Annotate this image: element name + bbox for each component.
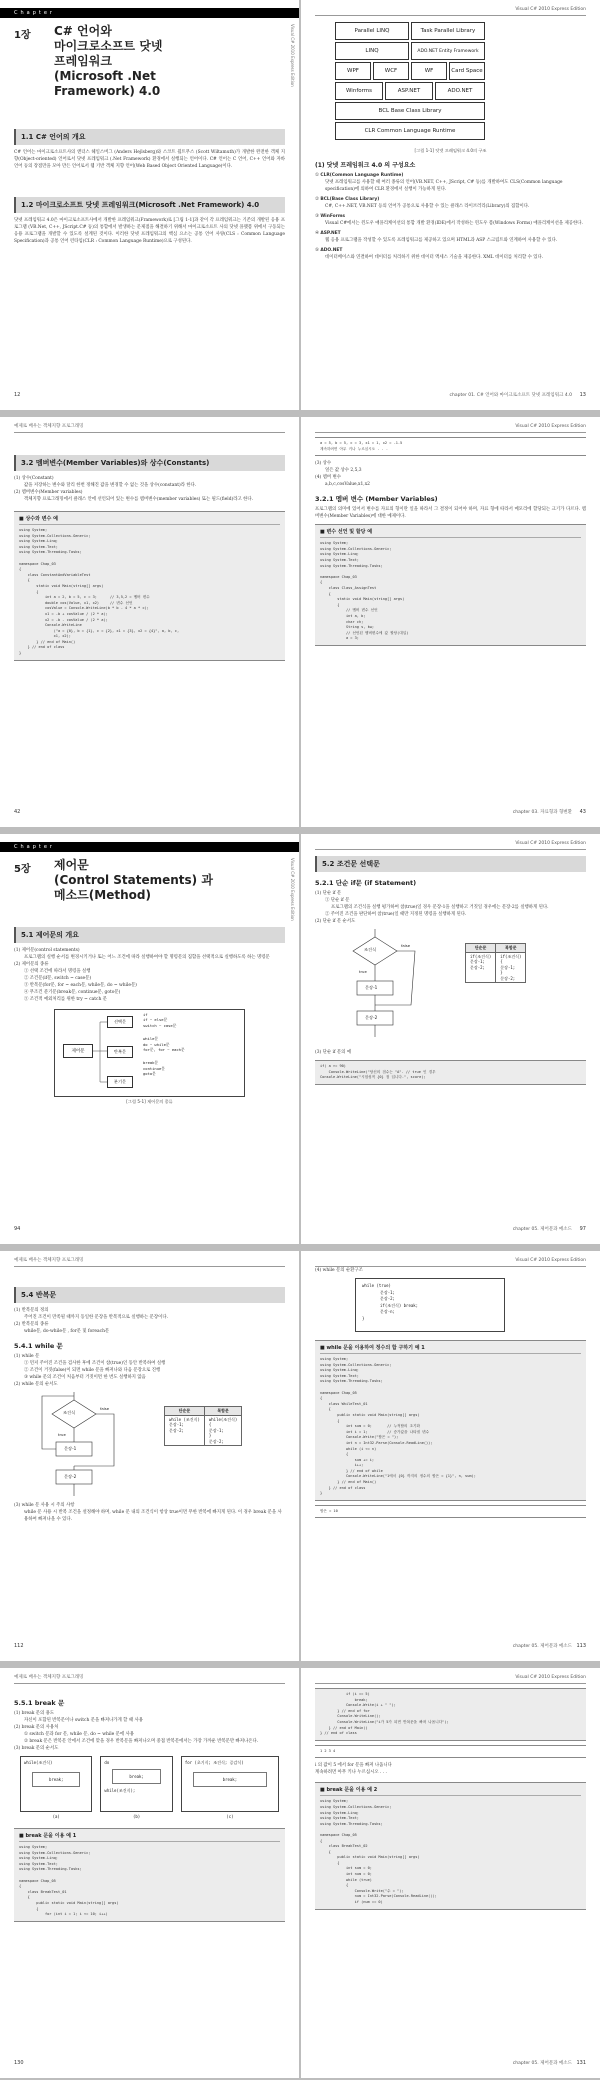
output-line: 합은 = 10: [320, 1508, 338, 1513]
chapter-heading: [14, 24, 285, 99]
list-item: (3) 상수: [315, 461, 332, 467]
list-item: 값을 저장하는 변수와 달리 한번 정해진 값을 변경할 수 없는 것을 상수(constant)라 한다.: [24, 483, 197, 488]
note-line: i 의 값이 5 에서 for 문을 빠져 나옵니다: [315, 1763, 392, 1769]
subsection-heading: 5.5.1 break 문: [14, 1699, 65, 1707]
page-number: 113: [576, 1643, 586, 1649]
list-item: (3) 단순 if 문의 예: [315, 1050, 352, 1055]
running-header: Visual C# 2010 Express Edition: [315, 0, 586, 16]
output-line: 1 2 3 4: [320, 1748, 336, 1753]
page-number: 42: [14, 809, 21, 815]
loop-line: 문장-1;: [380, 1289, 395, 1295]
flow-condition: 조건식: [63, 1410, 76, 1415]
code-line: {: [500, 959, 503, 964]
list-item: (3) break 문의 순서도: [14, 1746, 59, 1751]
list-item: (2) 제어문의 종류: [14, 962, 49, 967]
page-number: 130: [14, 2060, 24, 2066]
item-title: CLR(Common Language Runtime): [320, 173, 404, 178]
item-number: ①: [315, 173, 319, 178]
list-item: 얼은 값 상수 2,5,3: [325, 468, 362, 474]
item-desc: 웹 응용 프로그램을 작성할 수 있도록 프레임워크를 제공하고 있으며 HTML과 ASP 스크립트와 연계하여 사용할 수 있다.: [325, 238, 558, 243]
diagram-break: break;: [193, 1772, 267, 1787]
break-diagram: [20, 1756, 92, 1819]
spread-pages-94-97: [0, 834, 600, 1244]
subsection-heading: 3.2.1 멤버 변수 (Member Variables): [315, 495, 438, 504]
item-desc: C#, C++.NET, VB.NET 등의 언어가 공통으로 사용할 수 있는 클래스 라이브러리(Library)의 집합이다.: [325, 204, 530, 209]
flow-statement-2: 문장-2: [64, 1474, 77, 1479]
diagram-box: WCF: [373, 62, 409, 80]
list-item: (2) break 문의 사용처: [14, 1725, 59, 1730]
running-footer: chapter 05. 제어문과 메소드: [512, 2061, 572, 2066]
tree-leaf: do ~ while문: [143, 1041, 170, 1047]
list-item: ① 먼저 주어진 조건을 검사한 후에 조건이 참(true)인 동안 반복하여 실행: [24, 1361, 166, 1366]
running-footer: chapter 05. 제어문과 메소드: [512, 1227, 572, 1232]
list-item: (2) 단순 if 문 순서도: [315, 919, 356, 924]
chapter-title-line: 프레임워크: [54, 54, 112, 68]
code-line: while(조건식): [208, 1416, 238, 1422]
code-text: using System; using System.Collections.Generic; using System.Linq; using System.Text; using System.Threading.Tasks; namespace Chap_05 { class WhileTest_01 { public static void Main(string[] args) { int sum = 0; // 누적합의 초기화 int i = 1; // 증가값을 나타낼 변수 Console.Write("합은 = "); int n = Int32.Parse(Console.ReadLine()); while (i <= n) { sum += i; i++; } // end of while Console.WriteLine("1에서 {0} 까지의 정수의 합은 = {1}", n, sum); } // end of Main() } // end of class }: [320, 1357, 476, 1496]
tree-leaf: if ~ else문: [143, 1017, 168, 1023]
diagram-break: break;: [112, 1769, 160, 1784]
figure-caption: [그림 5-1] 제어문의 종류: [126, 1099, 173, 1104]
spread-pages-112-113: [0, 1251, 600, 1661]
diagram-tag: (a): [52, 1814, 60, 1819]
table-header: 복합문: [204, 1407, 241, 1416]
page-number: 112: [14, 1643, 24, 1649]
list-item: ② 조건문(if문, switch ~ case문): [24, 976, 92, 981]
tree-leaf: while문: [143, 1036, 159, 1042]
loop-line: 문장-2;: [380, 1296, 395, 1301]
flow-true-label: true: [58, 1432, 66, 1437]
code-line: if(조건식): [500, 953, 522, 959]
output-line: 계속하려면 아무 키나 누르십시오 . . .: [320, 446, 389, 451]
running-header: 예제로 배우는 객체지향 프로그래밍: [14, 1668, 285, 1684]
diagram-box: WF: [411, 62, 447, 80]
diagram-tag: (b): [132, 1814, 141, 1819]
chapter-title-line: (Microsoft .Net: [54, 69, 156, 83]
code-text: using System; using System.Collections.Generic; using System.Linq; using System.Text; using System.Threading.Tasks; namespace Chap_05 { class BreakTest_01 { public static void Main(string[] args) { for (int i = 1; i <= 10; i++): [19, 1845, 119, 1917]
code-text: if (i == 5) break; Console.Write(i + " "); } // end of for Console.WriteLine(); Console.WriteLine("i가 5가 되면 반복문을 빠져 나옵니다"); } // end of Main() } // end of class: [320, 1692, 449, 1736]
section-heading: 1.2 마이크로소프트 닷넷 프레임워크(Microsoft .Net Framework) 4.0: [14, 197, 285, 213]
break-diagram: [181, 1756, 279, 1819]
item-desc: 데이터베이스와 연결하여 데이터를 처리하기 위한 데이터 액세스 기술을 제공한다. XML 데이터를 처리할 수 있다.: [325, 255, 544, 260]
while-loop-diagram: [355, 1278, 505, 1332]
running-header: Visual C# 2010 Express Edition: [315, 834, 586, 850]
page-112: [0, 1251, 299, 1661]
tree-connectors: [55, 1010, 244, 1098]
chapter-number: 1장: [14, 30, 31, 41]
tree-leaf: continue문: [143, 1065, 165, 1071]
page-97: [301, 834, 600, 1244]
section-heading: 5.1 제어문의 개요: [14, 927, 285, 943]
diagram-box: WPF: [335, 62, 371, 80]
list-item: (3) while 문 사용 시 주의 사항: [14, 1503, 75, 1508]
code-line: 문장-1;: [169, 1422, 184, 1427]
running-header: Visual C# 2010 Express Edition: [315, 1251, 586, 1267]
section-heading: 3.2 멤버변수(Member Variables)와 상수(Constants): [14, 455, 285, 471]
tree-root: 제어문: [63, 1044, 93, 1058]
while-flowchart-area: [14, 1392, 285, 1502]
diagram-label: while(조건식);: [104, 1788, 136, 1793]
while-flowchart: [34, 1392, 144, 1502]
table-cell: [204, 1415, 241, 1446]
diagram-box: Task Parallel Library: [411, 22, 485, 40]
diagram-box: ADO.NET: [435, 82, 485, 100]
note-line: 계속하려면 아무 키나 누르십시오 . . .: [315, 1770, 387, 1776]
flow-statement-1: 문장-1: [64, 1446, 77, 1451]
code-title: ■ break 문을 이용 예 2: [320, 1786, 581, 1796]
table-cell: [466, 952, 496, 983]
side-label: Visual C# 2010 Express Edition: [290, 24, 295, 87]
list-item: (1) 제어문(control statements): [14, 948, 80, 953]
code-block: [315, 1782, 586, 1909]
list-item: ③ 반복문(for문, for ~ each문, while문, do ~ while문): [24, 983, 137, 988]
list-item: a,b,c,cosValue,x1,x2: [325, 482, 370, 488]
list-item: ③ while 문의 조건이 처음부터 거짓이면 한 번도 실행하지 않음: [24, 1375, 146, 1380]
list-item: ② 주어진 조건을 판단하여 참(true)일 때만 지정된 명령을 실행하게 된다.: [325, 912, 467, 917]
if-flowchart: [335, 929, 445, 1049]
list-item: (2) while 문의 순서도: [14, 1382, 58, 1387]
side-label: Visual C# 2010 Express Edition: [290, 858, 295, 921]
flow-false-label: false: [401, 943, 411, 948]
code-block: [315, 1340, 586, 1501]
diagram-label: for (초기식; 조건식; 증감식): [184, 1760, 244, 1765]
list-item: while문, do-while문 , for문 및 foreach문: [24, 1329, 110, 1334]
item-number: ⑤: [315, 248, 319, 253]
page-113: [301, 1251, 600, 1661]
tree-group: 선택문: [107, 1016, 133, 1028]
page-131: [301, 1668, 600, 2078]
item-title: ASP.NET: [320, 231, 341, 236]
list-item: (4) while 문의 순환구조: [315, 1268, 363, 1273]
running-footer: chapter 05. 제어문과 메소드: [512, 1644, 572, 1649]
page-number: 12: [14, 392, 21, 398]
list-item: (1) 반복문의 정의: [14, 1308, 49, 1313]
diagram-label: do: [104, 1760, 110, 1765]
framework-diagram: [335, 22, 566, 146]
item-title: WinForms: [320, 214, 346, 219]
list-item: (1) 단순 if 문: [315, 891, 342, 896]
code-text: using System; using System.Collections.Generic; using System.Linq; using System.Text; using System.Threading.Tasks; namespace Chap_03 { class ConstantAndVariableTest { static void Main(string[] args) { int a = 2, b = 5, c = 3; // 3,5,2 = 멤버 변수 double cos(Value, x1, x2) // 변수 선언 cosValue = Console.WriteLine(b * b - 4 * a * c); x1 = -b + cosValue / (2 * a); x2 = -b - cosValue / (2 * a); Console.WriteLine ("a = {0}, b = {1}, c = {2}, x1 = {3}, x2 = {4}", a, b, c, x1, x2); } // end of Main() } // end of class }: [19, 528, 180, 656]
section-heading: 5.2 조건문 선택문: [315, 856, 586, 872]
list-item: 객체지향 프로그래밍에서 클래스 안에 선언되어 있는 변수를 멤버변수(member variables) 또는 필드(field)라고 한다.: [24, 497, 253, 502]
code-line: 문장-2;: [169, 1427, 184, 1433]
list-item: ① 단순 if 문: [325, 898, 350, 903]
code-block: [315, 524, 586, 646]
code-text: using System; using System.Collections.Generic; using System.Linq; using System.Text; using System.Threading.Tasks; namespace Chap_05 { class BreakTest_02 { public static void Main(string[] args) { int sum = 0; int num = 0; while (true) { Console.Write("수 = "); num = Int32.Parse(Console.ReadLine()); if (num == 0): [320, 1799, 437, 1905]
running-header: Visual C# 2010 Express Edition: [315, 1668, 586, 1684]
diagram-box: Card Space: [449, 62, 485, 80]
section-heading: 5.4 반복문: [14, 1287, 285, 1303]
diagram-box: ASP.NET: [385, 82, 433, 100]
code-block: [315, 1688, 586, 1741]
page-13: [301, 0, 600, 410]
component-item: [315, 247, 586, 261]
code-line: while (조건식): [169, 1416, 200, 1422]
figure-caption: [그림 1-1] 닷넷 프레임워크 4.0의 구조: [414, 148, 487, 153]
page-number: 131: [576, 2060, 586, 2066]
list-item: ④ 무조건 분기문(break문, continue문, goto문): [24, 990, 121, 995]
item-desc: Visual C#에서는 윈도우 애플리케이션의 통합 개발 환경(IDE)에서 작성하는 윈도우 폼(Windows Forms) 애플리케이션을 제공한다.: [325, 221, 583, 226]
subsection-heading: 5.2.1 단순 if문 (if Statement): [315, 879, 417, 887]
chapter-title-line: (Control Statements) 과: [54, 873, 213, 887]
chapter-title: [54, 24, 163, 99]
table-header: 단순문: [466, 944, 496, 953]
code-line: {: [208, 1422, 212, 1427]
loop-line: }: [362, 1315, 365, 1321]
item-title: BCL(Base Class Library): [320, 197, 380, 202]
diagram-box: ADO.NET Entity Framework: [411, 42, 485, 60]
list-item: ② break 문은 반복문 안에서 조건에 맞을 경우 반복문을 빠져나오며 중첩 반복문에서는 가장 가까운 반복문만 빠져나온다.: [24, 1739, 259, 1744]
code-block: [14, 1828, 285, 1922]
code-line: 문장-2;: [470, 964, 485, 970]
diagram-label: while(조건식): [24, 1760, 53, 1765]
table-cell: [165, 1415, 205, 1446]
chapter-heading: [14, 858, 285, 903]
tree-leaf: switch ~ case문: [143, 1022, 177, 1028]
spread-pages-12-13: [0, 0, 600, 410]
running-footer: chapter 01. C# 언어와 마이크로소프트 닷넷 프레임워크 4.0: [449, 393, 572, 398]
spread-pages-42-43: [0, 417, 600, 827]
code-line: 문장-2;: [500, 975, 516, 981]
tree-leaf: for문, for ~ each문: [143, 1047, 185, 1053]
diagram-box: CLR Common Language Runtime: [335, 122, 485, 140]
tree-group: 반복문: [107, 1046, 133, 1058]
item-desc: 닷넷 프레임워크를 사용할 때 여러 종류의 언어(VB.NET, C++, JScript, C# 등)를 개발하여도 CLS(Common language specification)에 의하여 CLR 환경에서 실행이 가능하게 된다.: [325, 180, 563, 192]
code-line: 문장-1;: [470, 959, 485, 964]
loop-line: 문장-n;: [380, 1309, 395, 1314]
syntax-table: [164, 1406, 242, 1446]
list-item: 자신이 포함된 반복문이나 switch 문을 빠져나가게 할 때 사용: [24, 1718, 143, 1723]
list-title: (1) 닷넷 프레임워크 4.0 의 구성요소: [315, 162, 416, 169]
component-item: [315, 213, 586, 227]
break-diagram: [100, 1756, 172, 1819]
loop-line: while (true): [362, 1283, 391, 1288]
list-item: (2) 멤버변수(Member variables): [14, 490, 83, 495]
diagram-box: Parallel LINQ: [335, 22, 409, 40]
list-item: (1) 상수(Constant): [14, 476, 54, 481]
code-line: 문장-1;: [208, 1427, 224, 1433]
chapter-band: Chapter: [0, 8, 299, 18]
subsection-heading: 5.4.1 while 문: [14, 1342, 63, 1350]
list-item: while 문 사용 시 반복 조건을 설정해야 하며, while 문 내의 조건식이 항상 true이면 무한 반복에 빠지게 된다. 이 경우 break 문을 사용하여 빠져나올 수 있다.: [24, 1510, 282, 1522]
flow-false-label: false: [100, 1406, 110, 1411]
flow-condition: 조건식: [364, 947, 377, 952]
code-title: ■ 변수 선언 및 할당 예: [320, 528, 581, 538]
list-item: ① switch 문과 for 문, while 문, do ~ while 문에 사용: [24, 1732, 134, 1737]
item-number: ④: [315, 231, 319, 236]
paragraph: 프로그램의 의미에 있어서 변수를 자료의 형이란 일을 따라서 그 결정이 되어야 하며, 자료 형에 따라서 메모리에 할당되는 크기가 다르다. 멤버변수(Member Variables)에 대한 예제이다.: [315, 507, 586, 520]
code-line: }: [500, 970, 503, 975]
flow-statement-2: 문장-2: [365, 1015, 378, 1020]
list-item: (1) while 문: [14, 1354, 40, 1359]
loop-line: if(조건식) break;: [380, 1302, 419, 1308]
diagram-box: LINQ: [335, 42, 409, 60]
list-item: ② 조건이 거짓(false)이 되면 while 문을 빠져나와 다음 문장으로 진행: [24, 1368, 161, 1373]
table-header: 단순문: [165, 1407, 205, 1416]
code-title: ■ 상수와 변수 예: [19, 515, 280, 525]
chapter-number: 5장: [14, 864, 31, 875]
tree-leaf: goto문: [143, 1071, 156, 1077]
running-header: 예제로 배우는 객체지향 프로그래밍: [14, 417, 285, 433]
component-item: [315, 230, 586, 244]
page-42: [0, 417, 299, 827]
table-header: 복합문: [496, 944, 526, 953]
chapter-title-line: C# 언어와: [54, 24, 112, 38]
diagram-box: Winforms: [335, 82, 383, 100]
chapter-title-line: Framework) 4.0: [54, 84, 161, 98]
diagram-break: break;: [32, 1772, 80, 1787]
break-diagrams: [20, 1756, 279, 1819]
item-number: ③: [315, 214, 319, 219]
output-block: [315, 1745, 586, 1759]
code-text: using System; using System.Collections.Generic; using System.Linq; using System.Text; using System.Threading.Tasks; namespace Chap_03 { class Class_AssignTest { static void Main(string[] args) { // 멤버 변수 선언 int a, b; char ch; String s, kw; // 선언된 멤버변수에 값 할당(대입) a = 3;: [320, 541, 409, 641]
diagram-box: BCL Base Class Library: [335, 102, 485, 120]
flow-statement-1: 문장-1: [365, 985, 378, 990]
chapter-band: Chapter: [0, 842, 299, 852]
item-number: ②: [315, 197, 319, 202]
output-block: [315, 437, 586, 456]
code-line: 문장-2;: [208, 1438, 224, 1444]
list-item: (4) 멤버 변수: [315, 475, 341, 481]
list-item: 주어진 조건이 만족될 때까지 동일한 문장을 반복적으로 실행하는 문장이다.: [24, 1315, 169, 1320]
running-footer: chapter 03. 자료형과 형변환: [512, 810, 572, 815]
tree-leaf: if: [143, 1012, 148, 1017]
list-item: (2) 반복문의 종류: [14, 1322, 49, 1327]
spread-pages-130-131: [0, 1668, 600, 2078]
chapter-title-line: 메소드(Method): [54, 888, 151, 902]
table-cell: [496, 952, 526, 983]
code-title: ■ break 문을 이용 예 1: [19, 1832, 280, 1842]
code-title: ■ while 문을 이용하여 정수의 합 구하기 예 1: [320, 1344, 581, 1354]
component-item: [315, 172, 586, 193]
diagram-tag: (c): [226, 1814, 234, 1819]
page-43: [301, 417, 600, 827]
tree-leaf: break문: [143, 1060, 159, 1066]
flow-true-label: true: [359, 969, 367, 974]
list-item: (1) break 문의 용도: [14, 1711, 55, 1716]
code-line: }: [208, 1433, 212, 1438]
code-line: if(조건식): [470, 953, 492, 959]
output-line: a = 5, b = 5, c = 3, x1 = 1, x2 = -1.5: [320, 441, 403, 445]
list-item: ① 선택 조건에 따라서 명령을 실행: [24, 969, 91, 974]
page-130: [0, 1668, 299, 2078]
chapter-title: [54, 858, 213, 903]
output-block: [315, 1505, 586, 1519]
component-list: [315, 172, 586, 261]
running-header: 예제로 배우는 객체지향 프로그래밍: [14, 1251, 285, 1267]
list-item: 프로그램의 조건식을 실행 평가하여 참(true)일 경우 문장-1을 실행하고 거짓일 경우에는 문장-2를 실행하게 된다.: [331, 905, 549, 910]
section-heading: 1.1 C# 언어의 개요: [14, 129, 285, 145]
chapter-title-line: 마이크로소프트 닷넷: [54, 39, 163, 53]
tree-group: 분기문: [107, 1076, 133, 1088]
item-title: ADO.NET: [320, 248, 343, 253]
paragraph: C# 언어는 마이크로소프트사의 앤더스 헤일스버그 (Anders Hejlsberg)와 스코트 윌트무스 (Scott Wiltamuth)가 개발한 완전한 객체 지향(Object-oriented) 언어로서 닷넷 프레임워크 (.Net Framework) 환경에서 실행되는 언어이다. C# 언어는 C 언어, C++ 언어와 자바 언어 등의 장점만을 모아 만든 언어로서 웹 기반 객체 지향 언어(Web Based Object Oriented Language)이다.: [14, 150, 285, 169]
page-number: 13: [579, 392, 586, 398]
page-12: [0, 0, 299, 410]
page-number: 94: [14, 1226, 21, 1232]
code-line: 문장-1;: [500, 964, 516, 970]
code-block: [14, 511, 285, 661]
running-header: Visual C# 2010 Express Edition: [315, 417, 586, 433]
page-94: [0, 834, 299, 1244]
paragraph: 닷넷 프레임워크 4.0은 마이크로소프트사에서 개발한 프레임워크(Framework)로 [그림 1-1]과 같이 각 프레임워크는 기존의 개발된 응용 프로그램 (VB.Net, C++, JScript.C# 등)의 통합에서 발생하는 문제점을 해결하기 위해서 마이크로소프트 사의 닷넷 플랫폼 위에서 구동되는 응용 프로그램을 개발할 수 있도록 설계된 것이다. 이러한 닷넷 프레임워크의 핵심 요소는 공통 언어 사양(CLS : Common Language Specification)과 공통 언어 런타임(CLR : Common Language Runtime)으로 구성된다.: [14, 218, 285, 244]
list-item: 프로그램의 실행 순서를 변경시키거나 또는 어느 조건에 따라 실행하여야 할 명령문의 집합을 선택적으로 실행하도록 하는 명령문: [24, 955, 270, 960]
code-block: [315, 1060, 586, 1085]
page-number: 43: [579, 809, 586, 815]
syntax-table: [465, 943, 526, 983]
component-item: [315, 196, 586, 210]
control-tree-diagram: [54, 1009, 245, 1097]
if-flowchart-area: [315, 929, 586, 1049]
chapter-title-line: 제어문: [54, 858, 89, 872]
list-item: ⑤ 조건적 예외처리를 위한 try ~ catch 문: [24, 997, 107, 1002]
page-number: 97: [579, 1226, 586, 1232]
code-text: if( a >= 90) Console.WriteLine("당신의 점수는 "A". // true 인 경우 Console.WriteLine("시험성적 {0} 점 입니다.", score);: [320, 1064, 436, 1080]
